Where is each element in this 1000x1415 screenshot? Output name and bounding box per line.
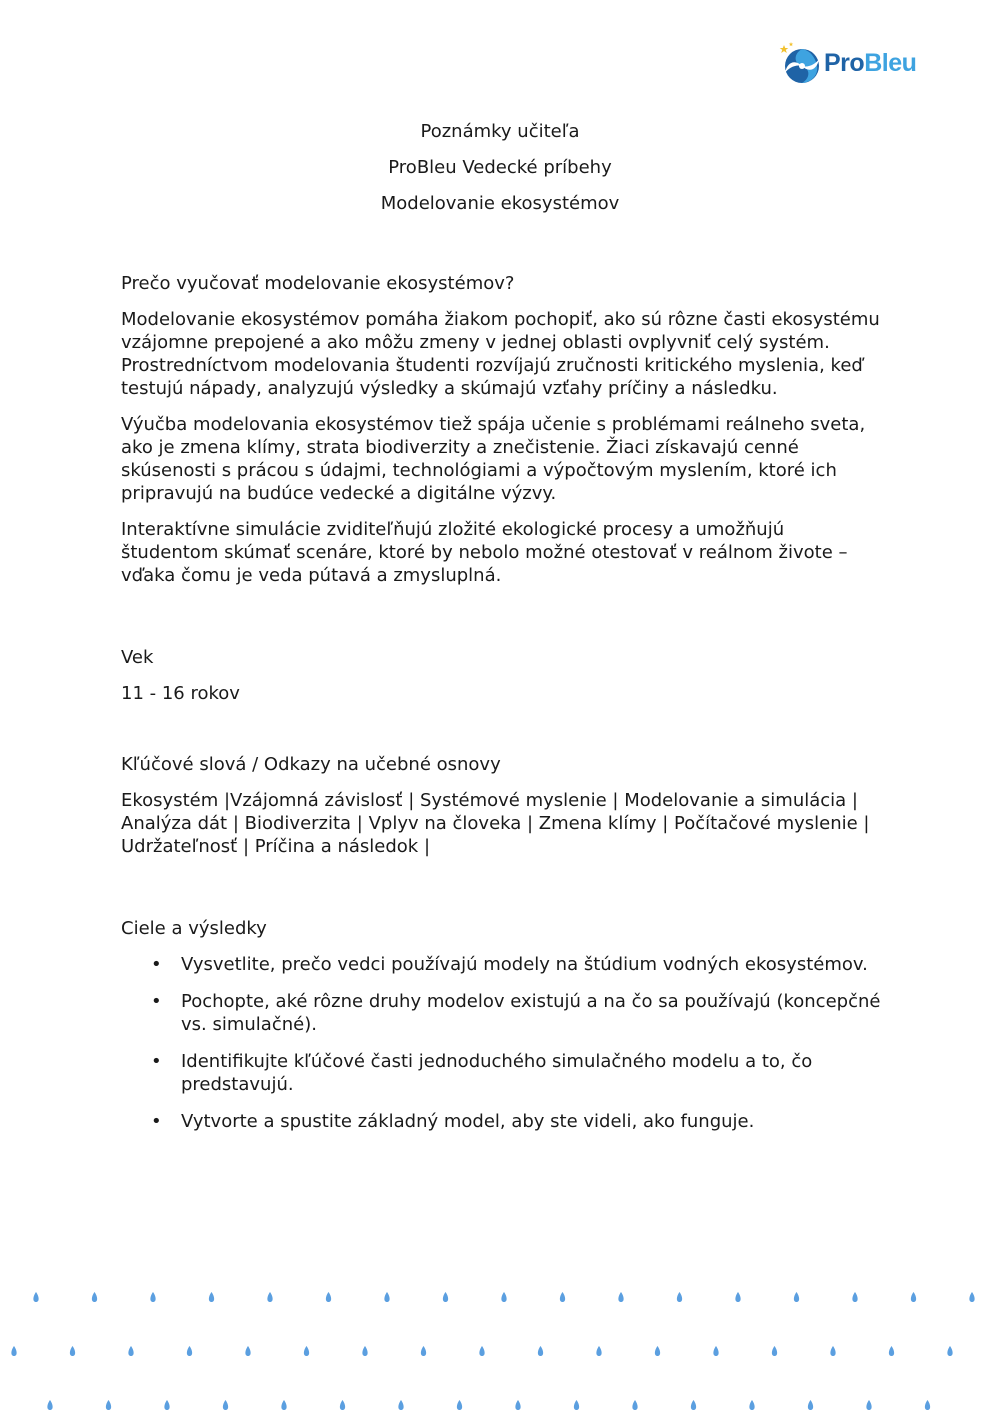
list-item [121,990,881,1036]
water-drop-icon [596,1346,601,1356]
water-drop-icon [187,1346,192,1356]
age-heading: Vek [121,647,154,668]
water-drop-icon [574,1400,579,1410]
water-drop-icon [713,1346,718,1356]
water-drop-icon [281,1400,286,1410]
water-drop-icon [969,1292,974,1302]
water-drop-icon [70,1346,75,1356]
water-drop-icon [384,1292,389,1302]
water-drop-icon [735,1292,740,1302]
water-drop-icon [106,1400,111,1410]
water-drop-icon [209,1292,214,1302]
why-heading: Prečo vyučovať modelovanie ekosystémov? [121,273,515,294]
probleu-logo [778,42,916,84]
water-drop-icon [794,1292,799,1302]
header-line-1: Poznámky učiteľa [420,121,580,142]
water-drop-icon [515,1400,520,1410]
bullet: • [151,991,162,1012]
water-drop-icon [655,1346,660,1356]
water-drop-icon [691,1400,696,1410]
document-header [0,120,1000,228]
water-drop-icon [501,1292,506,1302]
water-drop-icon [362,1346,367,1356]
goal-text: Vysvetlite, prečo vedci používajú modely na štúdium vodných ekosystémov. [181,954,868,975]
bullet: • [151,1051,162,1072]
water-drop-icon [889,1346,894,1356]
water-drop-icon [911,1292,916,1302]
water-drop-icon [632,1400,637,1410]
bullet: • [151,1111,162,1132]
water-drop-icon [304,1346,309,1356]
document-body [121,272,881,1147]
why-paragraph-2: Výučba modelovania ekosystémov tiež spája učenie s problémami reálneho sveta, ako je zmena klímy, strata biodiverzity a znečistenie. Žiaci získavajú cenné skúsenosti s prácou s údajmi, technológiami a výpočtovým myslením, ktoré ich pripravujú na budúce vedecké a digitálne výzvy. [121,414,866,504]
water-drop-icon [223,1400,228,1410]
logo-wordmark [824,49,916,78]
water-drop-icon [749,1400,754,1410]
why-paragraph-1: Modelovanie ekosystémov pomáha žiakom pochopiť, ako sú rôzne časti ekosystému vzájomne prepojené a ako môžu zmeny v jednej oblasti ovplyvniť celý systém. Prostredníctvom modelovania študenti rozvíjajú zručnosti kritického myslenia, keď testujú nápady, analyzujú výsledky a skúmajú vzťahy príčiny a následku. [121,309,880,399]
water-drop-icon [326,1292,331,1302]
water-drop-icon [618,1292,623,1302]
keywords-text: Ekosystém |Vzájomná závislosť | Systémové myslenie | Modelovanie a simulácia | Analýza dát | Biodiverzita | Vplyv na človeka | Zmena klímy | Počítačové myslenie | Udržateľnosť | Príčina a následok | [121,790,870,857]
water-drop-icon [128,1346,133,1356]
water-drop-icon [457,1400,462,1410]
water-drop-icon [560,1292,565,1302]
probleu-swirl-logo-icon [778,42,820,84]
list-item [121,1110,881,1133]
water-drop-icon [443,1292,448,1302]
logo-text-bleu: Bleu [864,48,917,77]
water-drop-icon [925,1400,930,1410]
water-drop-icon [245,1346,250,1356]
goal-text: Pochopte, aké rôzne druhy modelov existujú a na čo sa používajú (koncepčné vs. simulačné). [181,991,881,1035]
header-line-2: ProBleu Vedecké príbehy [388,157,612,178]
keywords-heading: Kľúčové slová / Odkazy na učebné osnovy [121,754,501,775]
page-title: Modelovanie ekosystémov [380,193,620,214]
water-drop-icon [33,1292,38,1302]
age-value: 11 - 16 rokov [121,683,240,704]
bullet: • [151,954,162,975]
water-drop-icon [947,1346,952,1356]
why-paragraph-3: Interaktívne simulácie zviditeľňujú zložité ekologické procesy a umožňujú študentom skúmať scenáre, ktoré by nebolo možné otestovať v reálnom živote – vďaka čomu je veda pútavá a zmysluplná. [121,519,848,586]
water-drop-icon [398,1400,403,1410]
list-item [121,1050,881,1096]
goal-text: Vytvorte a spustite základný model, aby ste videli, ako funguje. [181,1111,755,1132]
water-drop-icon [677,1292,682,1302]
water-drop-icon [47,1400,52,1410]
logo-text-pro: Pro [824,48,865,77]
goals-heading: Ciele a výsledky [121,918,267,939]
water-drop-icon [808,1400,813,1410]
water-drop-icon [772,1346,777,1356]
water-drop-icon [164,1400,169,1410]
water-drop-icon [852,1292,857,1302]
water-drop-icon [267,1292,272,1302]
goal-text: Identifikujte kľúčové časti jednoduchého simulačného modelu a to, čo predstavujú. [181,1051,813,1095]
water-drop-icon [538,1346,543,1356]
water-drop-pattern [0,1280,1000,1415]
goals-list [121,953,881,1133]
water-drop-icon [150,1292,155,1302]
water-drop-icon [421,1346,426,1356]
water-drop-icon [11,1346,16,1356]
list-item [121,953,881,976]
water-drop-icon [866,1400,871,1410]
water-drop-icon [340,1400,345,1410]
water-drop-icon [479,1346,484,1356]
water-drop-icon [830,1346,835,1356]
water-drop-icon [92,1292,97,1302]
